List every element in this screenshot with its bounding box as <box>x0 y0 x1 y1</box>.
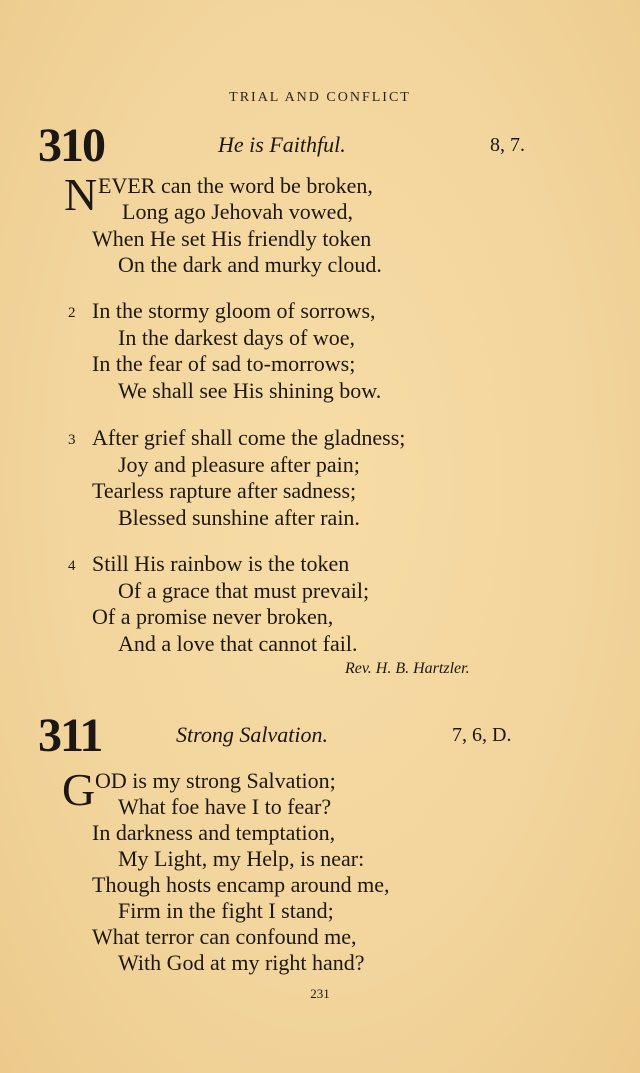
hymn-310-line: Still His rainbow is the token <box>92 551 350 576</box>
hymn-310-title: He is Faithful. <box>218 132 346 157</box>
hymn-310-line: And a love that cannot fail. <box>118 631 358 656</box>
hymn-310-line: In the stormy gloom of sorrows, <box>92 298 376 323</box>
hymn-310-meter: 8, 7. <box>490 134 525 156</box>
hymn-311-line: What terror can confound me, <box>92 924 357 949</box>
hymn-311-line: Firm in the fight I stand; <box>118 898 334 923</box>
running-head: TRIAL AND CONFLICT <box>229 90 411 105</box>
stanza-number: 3 <box>68 432 76 448</box>
hymn-311-line: Though hosts encamp around me, <box>92 872 390 897</box>
hymn-310-line: Blessed sunshine after rain. <box>118 505 360 530</box>
hymn-310-line: Long ago Jehovah vowed, <box>122 199 353 224</box>
hymn-310-line: Of a promise never broken, <box>92 604 334 629</box>
hymn-310-author: Rev. H. B. Hartzler. <box>345 660 470 677</box>
page-number: 231 <box>310 986 330 1001</box>
hymn-311-title: Strong Salvation. <box>176 722 328 747</box>
hymn-310-line: In the darkest days of woe, <box>118 325 356 350</box>
hymn-310-line: On the dark and murky cloud. <box>118 252 382 277</box>
hymn-310-line-1: EVER can the word be broken, <box>98 173 373 198</box>
hymn-311-number: 311 <box>38 709 102 762</box>
stanza-number: 4 <box>68 558 76 574</box>
hymn-311-meter: 7, 6, D. <box>452 724 512 746</box>
hymn-310-line: Tearless rapture after sadness; <box>92 478 357 503</box>
hymn-310-line: Joy and pleasure after pain; <box>118 452 360 477</box>
hymn-310-line: After grief shall come the gladness; <box>92 425 406 450</box>
hymn-310-drop-cap: N <box>64 169 98 220</box>
stanza-number: 2 <box>68 305 76 321</box>
hymn-310-line: Of a grace that must prevail; <box>118 578 370 603</box>
hymn-311-line: With God at my right hand? <box>118 950 365 975</box>
hymn-310-line: In the fear of sad to-morrows; <box>92 351 356 376</box>
hymn-311-line-1: OD is my strong Salvation; <box>95 768 336 793</box>
hymn-311-line: What foe have I to fear? <box>118 794 332 819</box>
hymn-310-line: When He set His friendly token <box>92 226 372 251</box>
hymn-311-line: My Light, my Help, is near: <box>118 846 365 871</box>
hymn-311-drop-cap: G <box>62 764 96 815</box>
hymn-311-line: In darkness and temptation, <box>92 820 336 845</box>
hymn-310-number: 310 <box>38 119 104 172</box>
hymn-310-line: We shall see His shining bow. <box>118 378 382 403</box>
